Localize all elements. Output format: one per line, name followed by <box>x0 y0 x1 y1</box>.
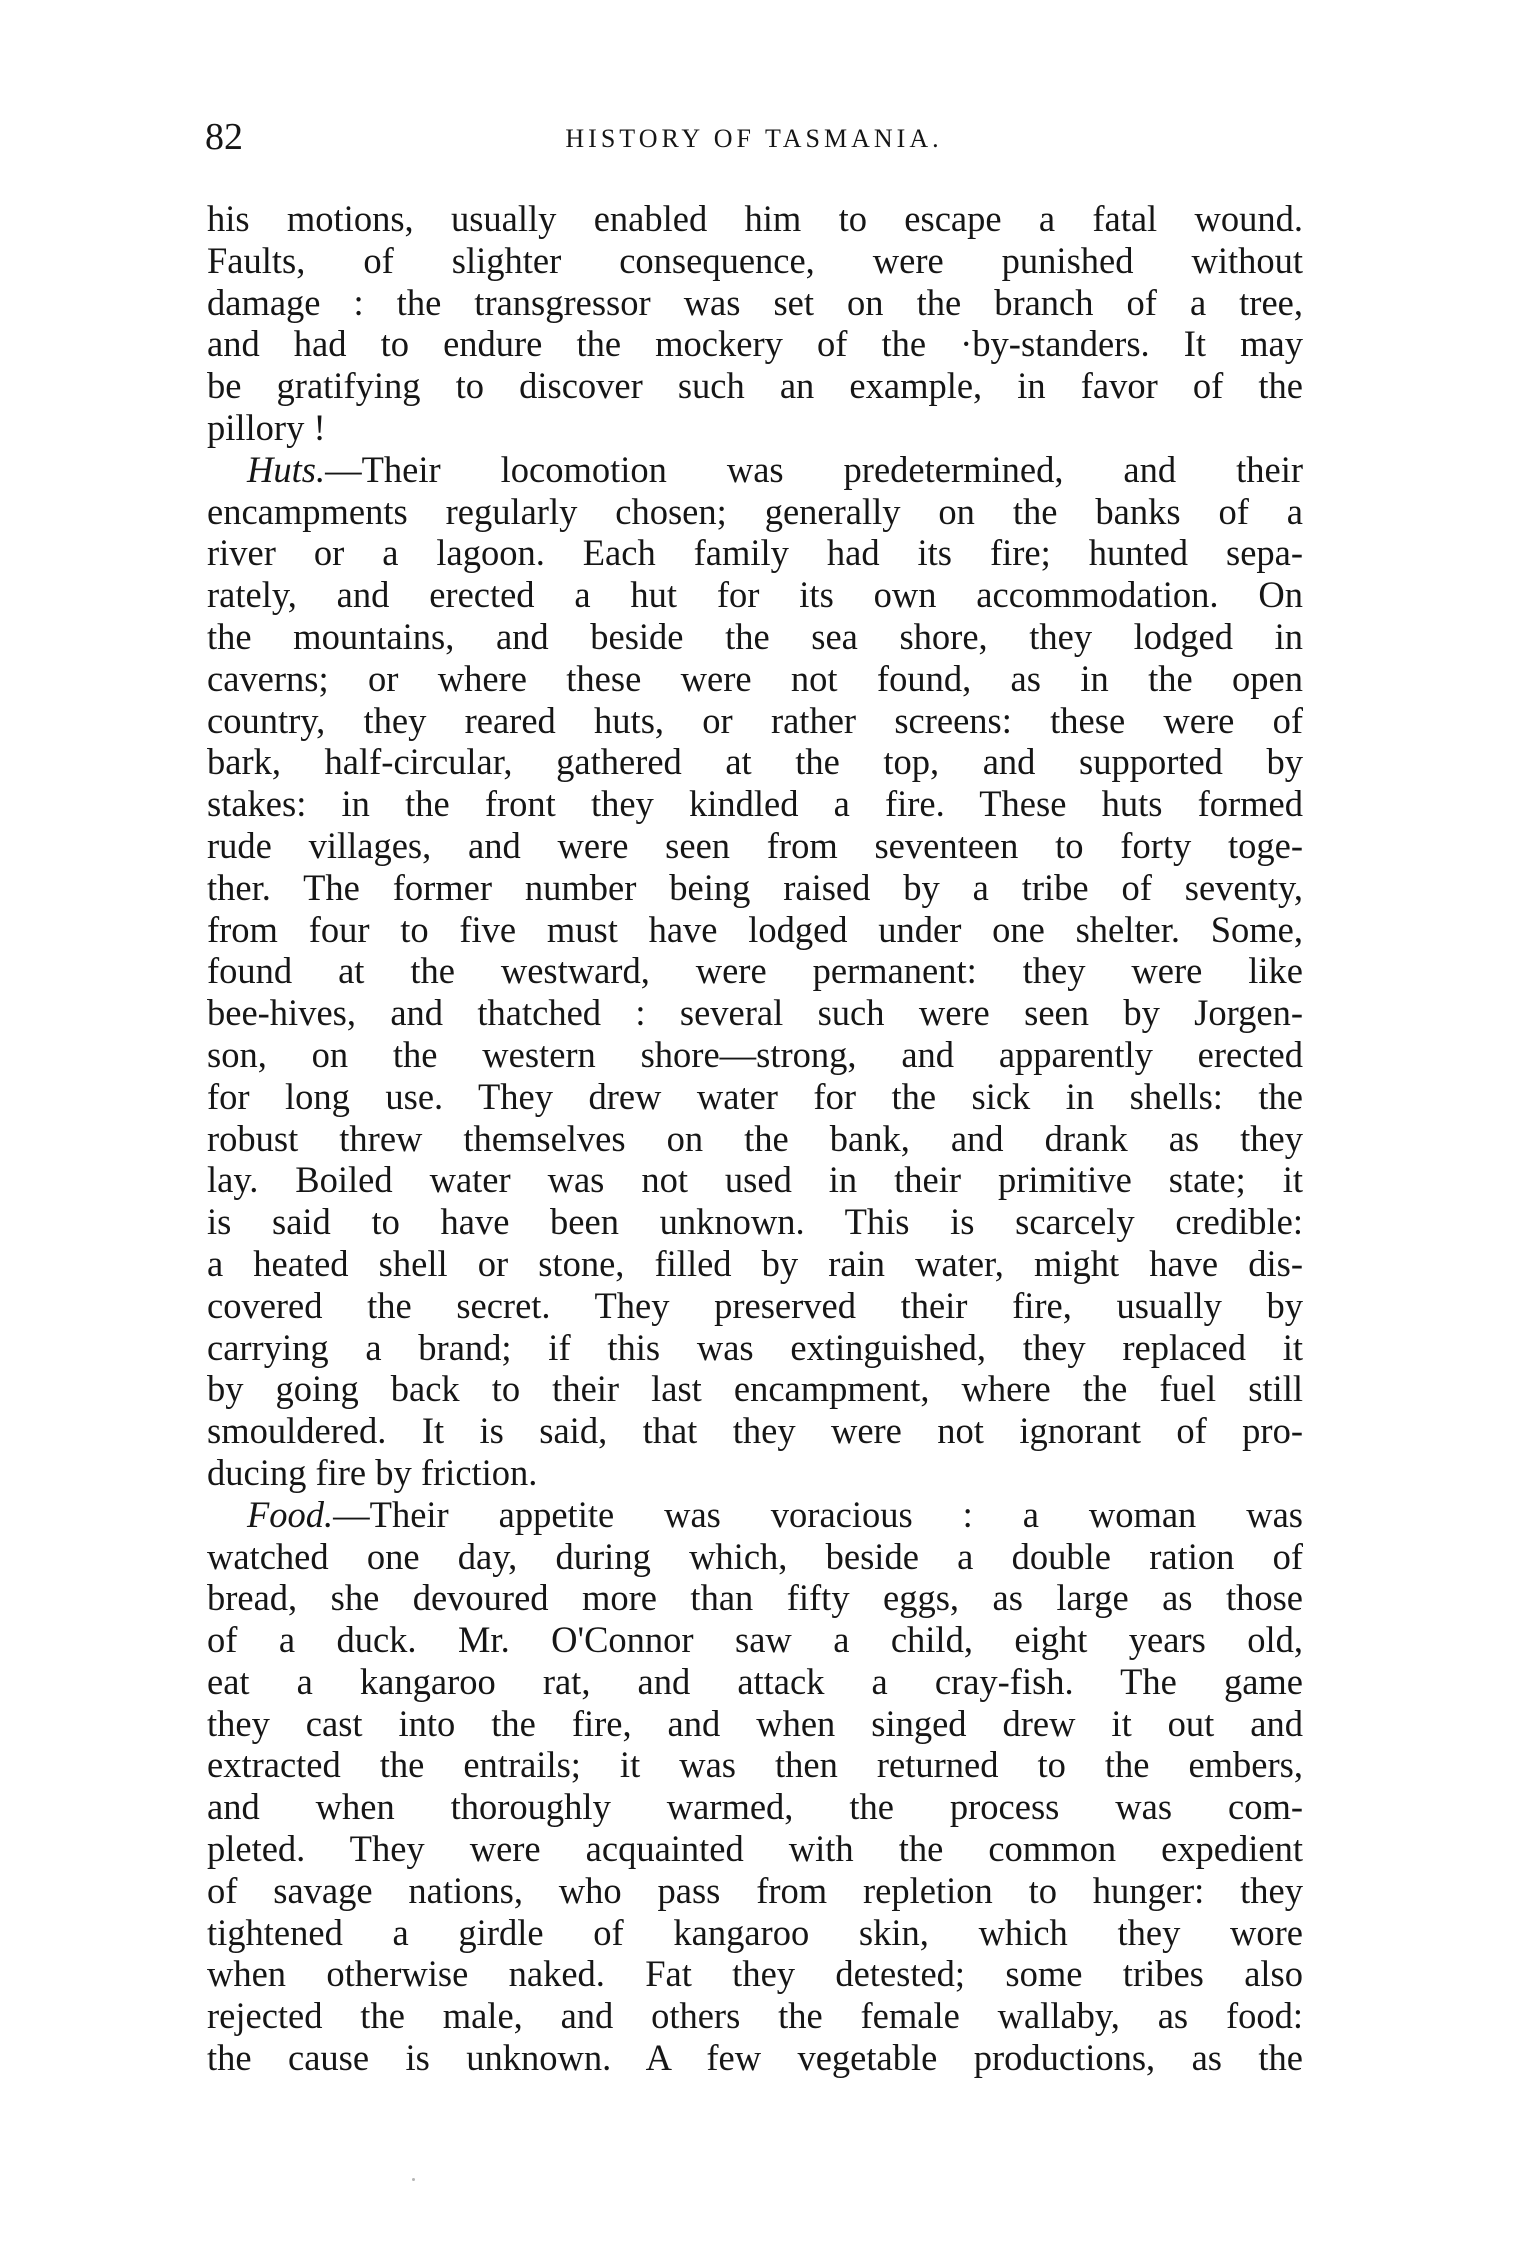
text-line: the cause is unknown. A few vegetable productions, as the <box>207 2037 1303 2079</box>
text-line: rejected the male, and others the female wallaby, as food: <box>207 1995 1303 2037</box>
text-line: of savage nations, who pass from repletion to hunger: they <box>207 1869 1303 1911</box>
text-line: by going back to their last encampment, where the fuel still <box>207 1368 1303 1410</box>
text-line: covered the secret. They preserved their fire, usually by <box>207 1284 1303 1326</box>
text-line: rately, and erected a hut for its own accommodation. On <box>207 574 1303 616</box>
body-text <box>207 198 1303 2079</box>
text-line: pillory ! <box>207 406 326 448</box>
text-line: river or a lagoon. Each family had its fire; hunted sepa- <box>207 532 1303 574</box>
text-line: bread, she devoured more than fifty eggs, as large as those <box>207 1577 1303 1619</box>
text-line: bee-hives, and thatched : several such were seen by Jorgen- <box>207 992 1303 1034</box>
text-line: found at the westward, were permanent: they were like <box>207 950 1303 992</box>
text-line: smouldered. It is said, that they were not ignorant of pro- <box>207 1410 1303 1452</box>
page-number: 82 <box>205 116 243 158</box>
text-line: encampments regularly chosen; generally on the banks of a <box>207 490 1303 532</box>
text-line: a heated shell or stone, filled by rain water, might have dis- <box>207 1242 1303 1284</box>
text-line: when otherwise naked. Fat they detested; some tribes also <box>207 1953 1303 1995</box>
text-line: the mountains, and beside the sea shore, they lodged in <box>207 615 1303 657</box>
text-line: Faults, of slighter consequence, were punished without <box>207 239 1303 281</box>
text-line: caverns; or where these were not found, as in the open <box>207 657 1303 699</box>
running-title: HISTORY OF TASMANIA. <box>565 124 943 153</box>
text-line: from four to five must have lodged under one shelter. Some, <box>207 908 1303 950</box>
text-line: of a duck. Mr. O'Connor saw a child, eight years old, <box>207 1619 1303 1661</box>
text-line: son, on the western shore—strong, and apparently erected <box>207 1033 1303 1075</box>
text-line: robust threw themselves on the bank, and drank as they <box>207 1117 1303 1159</box>
text-line: damage : the transgressor was set on the branch of a tree, <box>207 281 1303 323</box>
text-line: tightened a girdle of kangaroo skin, which they wore <box>207 1911 1303 1953</box>
text-line: eat a kangaroo rat, and attack a cray-fish. The game <box>207 1660 1303 1702</box>
text-line: and had to endure the mockery of the ·by-standers. It may <box>207 323 1303 365</box>
text-line: pleted. They were acquainted with the common expedient <box>207 1828 1303 1870</box>
text-line: they cast into the fire, and when singed drew it out and <box>207 1702 1303 1744</box>
text-line: watched one day, during which, beside a double ration of <box>207 1535 1303 1577</box>
huts-paragraph-start <box>207 449 1303 491</box>
text-line: country, they reared huts, or rather screens: these were of <box>207 699 1303 741</box>
text-line: carrying a brand; if this was extinguished, they replaced it <box>207 1326 1303 1368</box>
huts-first-line: —Their locomotion was predetermined, and their <box>325 448 1303 490</box>
text-line: ducing fire by friction. <box>207 1451 538 1493</box>
text-line: be gratifying to discover such an example, in favor of the <box>207 365 1303 407</box>
food-heading: Food. <box>247 1493 334 1535</box>
text-line: rude villages, and were seen from seventeen to forty toge- <box>207 824 1303 866</box>
page-header <box>205 112 1303 162</box>
text-line: and when thoroughly warmed, the process was com- <box>207 1786 1303 1828</box>
text-line: bark, half-circular, gathered at the top, and supported by <box>207 741 1303 783</box>
huts-heading: Huts. <box>247 448 326 490</box>
text-line: ther. The former number being raised by a tribe of seventy, <box>207 866 1303 908</box>
food-first-line: —Their appetite was voracious : a woman was <box>333 1493 1303 1535</box>
text-line: is said to have been unknown. This is scarcely credible: <box>207 1201 1303 1243</box>
text-line: lay. Boiled water was not used in their primitive state; it <box>207 1159 1303 1201</box>
text-line: for long use. They drew water for the sick in shells: the <box>207 1075 1303 1117</box>
food-paragraph-start <box>207 1494 1303 1536</box>
text-line: stakes: in the front they kindled a fire. These huts formed <box>207 783 1303 825</box>
print-speck <box>412 2178 415 2181</box>
text-line: his motions, usually enabled him to escape a fatal wound. <box>207 198 1303 239</box>
text-line: extracted the entrails; it was then returned to the embers, <box>207 1744 1303 1786</box>
